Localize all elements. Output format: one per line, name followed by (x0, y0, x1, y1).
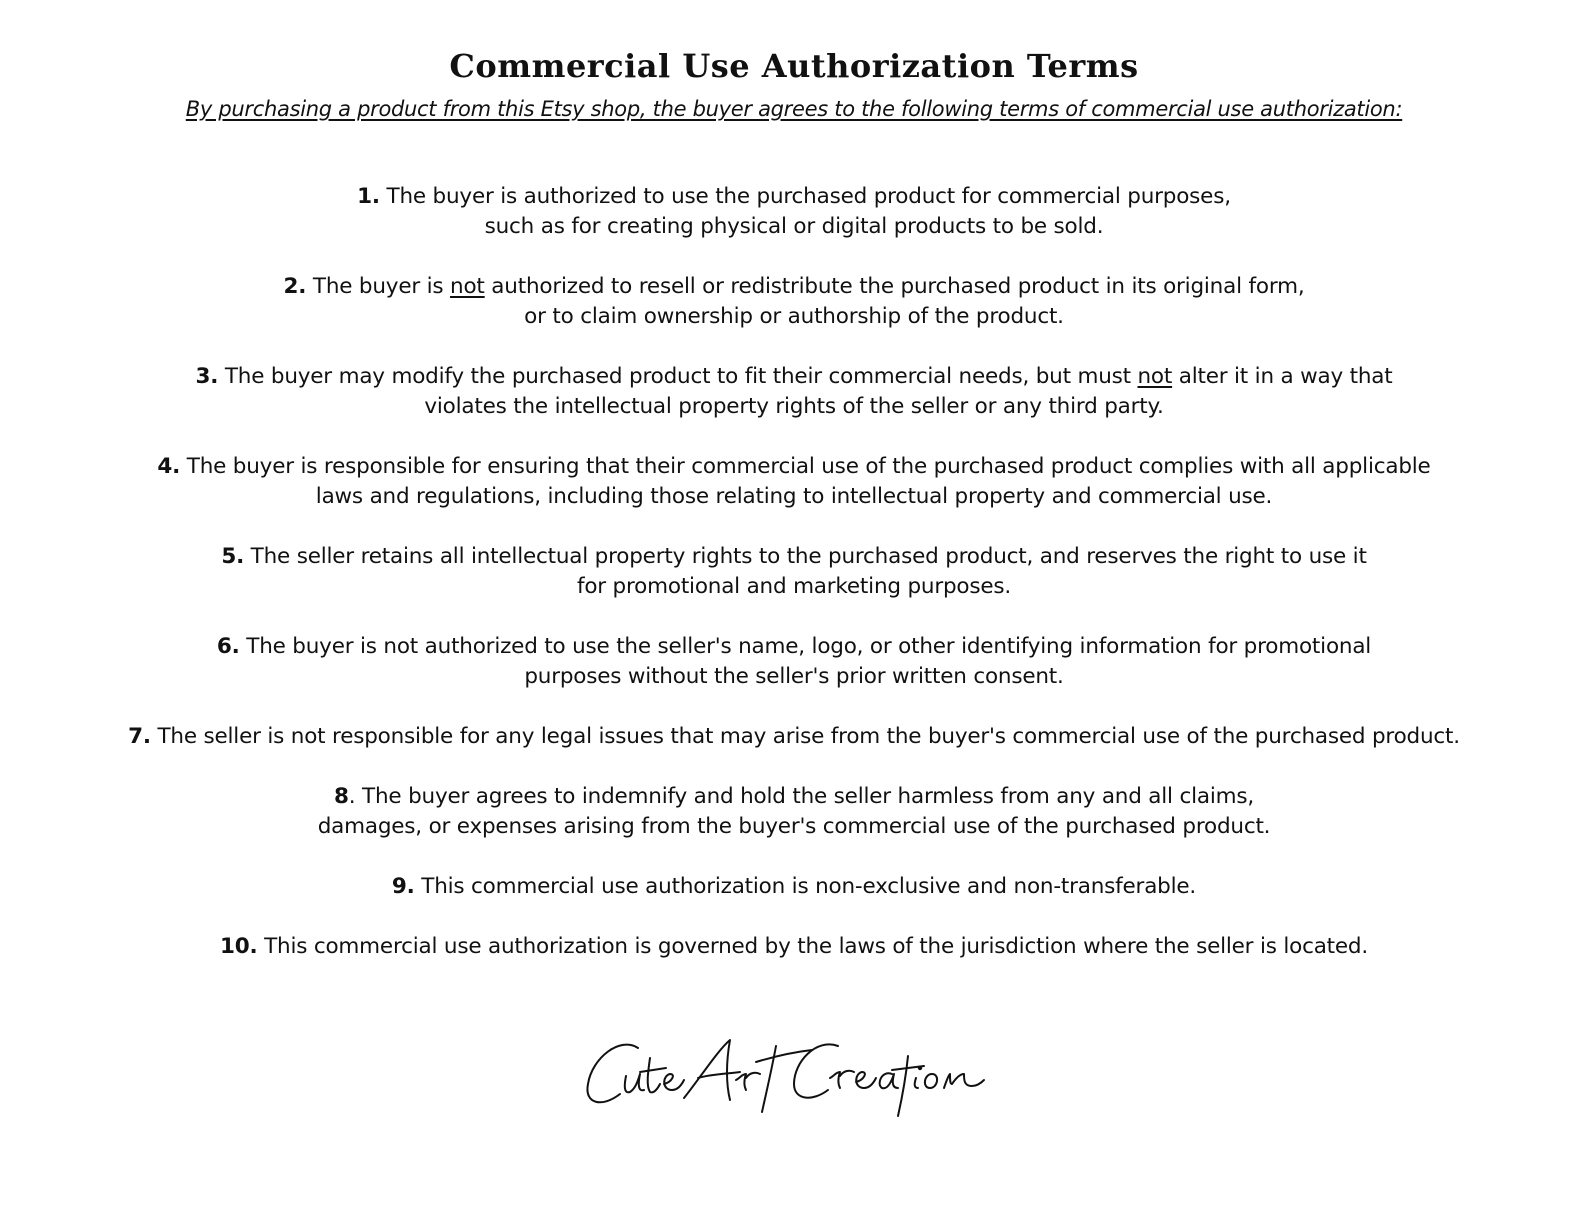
term-1-line-2: such as for creating physical or digital products to be sold. (484, 214, 1104, 239)
term-1-text-1: The buyer is authorized to use the purchased product for commercial purposes, (379, 184, 1231, 209)
term-7-line-1 (0, 722, 1588, 752)
term-2-emphasis: not (450, 274, 485, 299)
term-4 (0, 452, 1588, 512)
term-10 (0, 932, 1588, 962)
term-2-text-post: authorized to resell or redistribute the purchased product in its original form, (484, 274, 1305, 299)
term-10-line-1 (0, 932, 1588, 962)
term-5-number: 5. (221, 544, 245, 569)
term-3 (0, 362, 1588, 422)
term-7-text-1: The seller is not responsible for any legal issues that may arise from the buyer's commercial use of the purchased product. (150, 724, 1460, 749)
term-2-number: 2. (283, 274, 307, 299)
document-subtitle: By purchasing a product from this Etsy shop, the buyer agrees to the following terms of commercial use authorization: (185, 97, 1403, 121)
term-3-number: 3. (195, 364, 219, 389)
terms-list (0, 182, 1588, 992)
term-4-text-1: The buyer is responsible for ensuring that their commercial use of the purchased product complies with all applicable (180, 454, 1431, 479)
term-9-line-1 (0, 872, 1588, 902)
term-5-line-1 (0, 542, 1588, 572)
term-3-line-1 (0, 362, 1588, 392)
term-9 (0, 872, 1588, 902)
term-9-number: 9. (391, 874, 415, 899)
term-1-line-1 (0, 182, 1588, 212)
term-8-text-1: . The buyer agrees to indemnify and hold the seller harmless from any and all claims, (348, 784, 1254, 809)
term-2-line-1 (0, 272, 1588, 302)
term-4-line-2: laws and regulations, including those relating to intellectual property and commercial use. (315, 484, 1273, 509)
term-2-text-pre: The buyer is (306, 274, 451, 299)
term-6-line-1 (0, 632, 1588, 662)
term-7 (0, 722, 1588, 752)
term-6 (0, 632, 1588, 692)
term-1 (0, 182, 1588, 242)
term-3-text-post: alter it in a way that (1172, 364, 1393, 389)
term-5-line-2: for promotional and marketing purposes. (576, 574, 1012, 599)
term-5-text-1: The seller retains all intellectual property rights to the purchased product, and reserves the right to use it (244, 544, 1367, 569)
term-8-number: 8 (334, 784, 349, 809)
term-1-number: 1. (357, 184, 380, 209)
term-8-line-1 (0, 782, 1588, 812)
term-10-text-1: This commercial use authorization is governed by the laws of the jurisdiction where the seller is located. (257, 934, 1369, 959)
term-10-number: 10. (219, 934, 258, 959)
document-title: Commercial Use Authorization Terms (449, 47, 1139, 85)
term-3-line-2: violates the intellectual property rights of the seller or any third party. (424, 394, 1164, 419)
term-2 (0, 272, 1588, 332)
term-6-number: 6. (216, 634, 240, 659)
term-9-text-1: This commercial use authorization is non-exclusive and non-transferable. (414, 874, 1197, 899)
term-8 (0, 782, 1588, 842)
term-3-text-pre: The buyer may modify the purchased product to fit their commercial needs, but must (218, 364, 1138, 389)
term-5 (0, 542, 1588, 602)
term-2-line-2: or to claim ownership or authorship of the product. (524, 304, 1064, 329)
signature-logo (580, 1028, 1000, 1118)
term-7-number: 7. (128, 724, 151, 749)
term-4-number: 4. (157, 454, 181, 479)
term-4-line-1 (0, 452, 1588, 482)
term-8-line-2: damages, or expenses arising from the buyer's commercial use of the purchased product. (317, 814, 1271, 839)
term-6-line-2: purposes without the seller's prior written consent. (524, 664, 1064, 689)
term-3-emphasis: not (1137, 364, 1173, 389)
term-6-text-1: The buyer is not authorized to use the seller's name, logo, or other identifying information for promotional (239, 634, 1372, 659)
